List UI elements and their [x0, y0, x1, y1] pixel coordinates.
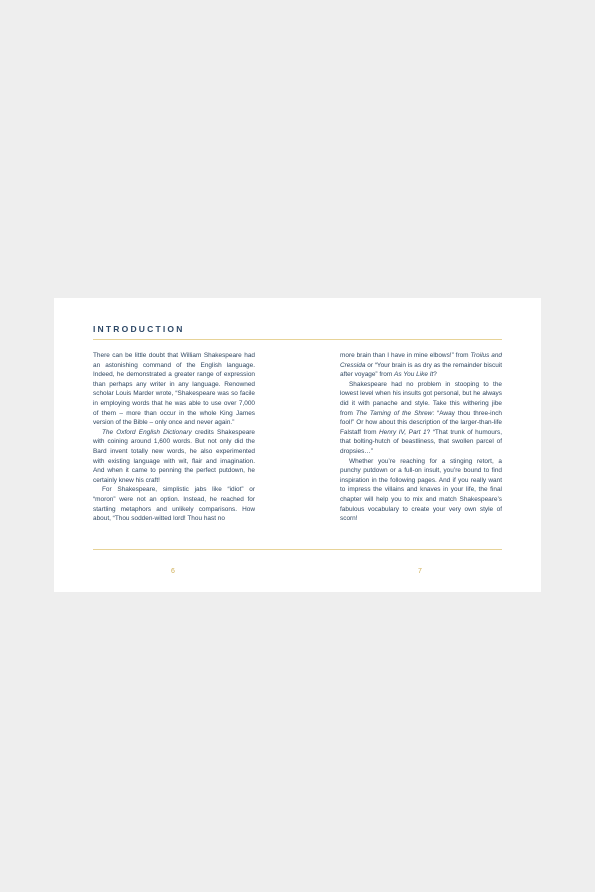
paragraph-5-text-b: : “Away thou three-inch fool!” Or how about this description of the larger-than-life Falstaff from — [340, 409, 502, 436]
paragraph-4-text-c: ? — [433, 371, 437, 379]
paragraph-5 — [340, 380, 502, 457]
play-title-troilus: Troilus and Cressida — [340, 352, 502, 369]
paragraph-3 — [93, 485, 255, 523]
paragraph-1-text: There can be little doubt that William Shakespeare had an astonishing command of the English language. Indeed, he demonstrated a greater range of expression than perhaps any writer in any language. Renowned scholar Louis Marder wrote, “Shakespeare was so facile in employing words that he was able to use over 7,000 of them – more than occur in the whole King James version of the Bible – only once and never again.” — [93, 352, 255, 427]
play-title-as-you-like-it: As You Like It — [394, 371, 434, 379]
paragraph-6 — [340, 457, 502, 524]
bottom-divider — [93, 549, 502, 550]
book-title-oed: The Oxford English Dictionary — [102, 428, 192, 436]
left-column — [93, 351, 255, 541]
page-number-left: 6 — [171, 568, 175, 575]
paragraph-5-text-a: Shakespeare had no problem in stooping to the lowest level when his insults got personal, but he always did it with panache and style. Take this withering jibe from — [340, 380, 502, 417]
play-title-henry-iv: Henry IV, Part 1 — [379, 428, 427, 436]
paragraph-2 — [93, 428, 255, 486]
right-column — [340, 351, 502, 541]
paragraph-3-text: For Shakespeare, simplistic jabs like “idiot” or “moron” were not an option. Instead, he reached for startling metaphors and unlikely comparisons. How about, “Thou sodden-witted lord! Thou hast no — [93, 486, 255, 523]
paragraph-1 — [93, 351, 255, 428]
page-number-right: 7 — [418, 568, 422, 575]
play-title-taming-of-the-shrew: The Taming of the Shrew — [355, 409, 433, 417]
paragraph-6-text: Whether you’re reaching for a stinging retort, a punchy putdown or a full-on insult, you’re bound to find inspiration in the following pages. And if you really want to impress the villains and knaves in your life, the final chapter will help you to mix and match Shakespeare’s fabulous vocabulary to create your very own style of scorn! — [340, 457, 502, 523]
paragraph-4-text-b: or “Your brain is as dry as the remainder biscuit after voyage” from — [340, 361, 502, 379]
paragraph-4 — [340, 351, 502, 380]
top-divider — [93, 339, 502, 340]
book-spread — [54, 298, 541, 592]
paragraph-4-text-a: more brain than I have in mine elbows!” from — [340, 352, 471, 359]
paragraph-5-text-c: ? “That trunk of humours, that bolting-hutch of beastliness, that swollen parcel of dropsies…” — [340, 428, 502, 455]
paragraph-2-text: credits Shakespeare with coining around 1,600 words. But not only did the Bard invent totally new words, he also experimented with existing language with wit, flair and imagination. And when it came to penning the perfect putdown, he certainly knew his craft! — [93, 428, 255, 484]
section-title: INTRODUCTION — [93, 324, 185, 334]
